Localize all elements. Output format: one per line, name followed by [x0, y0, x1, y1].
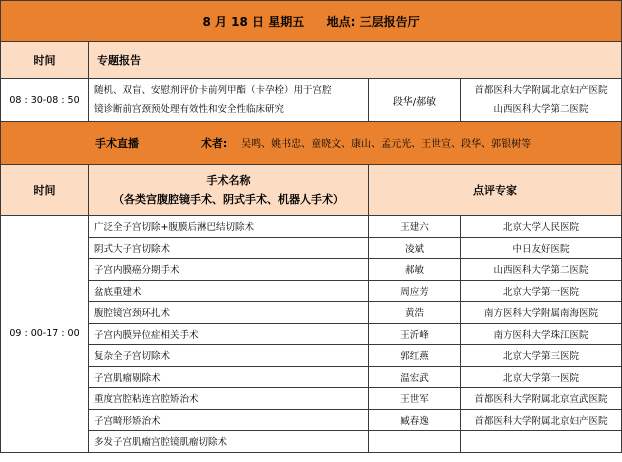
reviewer-name: 郭红燕 — [369, 345, 461, 367]
surgery-name: 阴式大子宫切除术 — [89, 237, 369, 259]
surgery-name-header-line1: 手术名称 — [206, 174, 251, 187]
reviewer-institution: 中日友好医院 — [461, 237, 622, 259]
reviewer-institution: 北京大学第一医院 — [461, 280, 622, 302]
talk-speakers: 段华/郝敏 — [369, 79, 461, 122]
reviewer-name: 凌斌 — [369, 237, 461, 259]
reviewer-institution: 北京大学第三医院 — [461, 345, 622, 367]
reviewer-name: 周应芳 — [369, 280, 461, 302]
table-row — [1, 323, 622, 345]
reviewer-name: 王世军 — [369, 388, 461, 410]
reviewer-institution: 北京大学人民医院 — [461, 216, 622, 238]
reviewer-institution: 山西医科大学第二医院 — [461, 259, 622, 281]
table-row — [1, 409, 622, 431]
date-text: 8 月 18 日 星期五 — [202, 14, 305, 29]
table-row — [1, 345, 622, 367]
reviewer-name — [369, 431, 461, 453]
surgery-name: 广泛全子宫切除+腹膜后淋巴结切除术 — [89, 216, 369, 238]
reviewer-name: 王建六 — [369, 216, 461, 238]
talk-institution-line1: 首都医科大学附属北京妇产医院 — [474, 85, 608, 96]
surgery-name: 子宫内膜癌分期手术 — [89, 259, 369, 281]
surgery-name: 盆底重建术 — [89, 280, 369, 302]
expert-header: 点评专家 — [369, 165, 622, 216]
table-row — [1, 302, 622, 324]
table-row — [1, 216, 622, 238]
topic-header-row — [1, 42, 622, 79]
talk-title — [89, 79, 369, 122]
surgery-time-header: 时间 — [1, 165, 89, 216]
reviewer-institution: 首都医科大学附属北京妇产医院 — [461, 409, 622, 431]
reviewer-institution: 首都医科大学附属北京宣武医院 — [461, 388, 622, 410]
talk-institution — [461, 79, 622, 122]
surgeons-list: 吴鸣、姚书忠、童晓文、康山、孟元光、王世宣、段华、郭银树等 — [241, 139, 532, 150]
talk-row — [1, 79, 622, 122]
reviewer-institution: 南方医科大学珠江医院 — [461, 323, 622, 345]
reviewer-name: 臧春逸 — [369, 409, 461, 431]
time-column-header: 时间 — [1, 42, 89, 79]
surgery-name: 子宫内膜异位症相关手术 — [89, 323, 369, 345]
reviewer-institution: 南方医科大学附属南海医院 — [461, 302, 622, 324]
talk-time: 08 : 30-08 : 50 — [1, 79, 89, 122]
reviewer-institution — [461, 431, 622, 453]
surgery-name-header-line2: （各类宫腹腔镜手术、阴式手术、机器人手术） — [113, 193, 344, 206]
live-surgery-label: 手术直播 — [95, 137, 139, 150]
reviewer-institution: 北京大学第一医院 — [461, 366, 622, 388]
location-value: 三层报告厅 — [359, 14, 420, 29]
surgery-name: 子宫畸形矫治术 — [89, 409, 369, 431]
surgery-name: 腹腔镜宫颈环扎术 — [89, 302, 369, 324]
surgery-name: 多发子宫肌瘤宫腔镜肌瘤切除术 — [89, 431, 369, 453]
surgery-name-header — [89, 165, 369, 216]
table-row — [1, 431, 622, 453]
talk-title-line2: 镜诊断前宫颈预处理有效性和安全性临床研究 — [94, 104, 285, 115]
table-row — [1, 280, 622, 302]
live-surgery-row — [1, 122, 622, 165]
reviewer-name: 温宏武 — [369, 366, 461, 388]
session-time: 09 : 00-17 : 00 — [1, 216, 89, 453]
table-row — [1, 388, 622, 410]
reviewer-name: 郝敏 — [369, 259, 461, 281]
surgeons-label: 术者: — [200, 137, 228, 150]
table-row — [1, 366, 622, 388]
surgery-name: 子宫肌瘤剔除术 — [89, 366, 369, 388]
reviewer-name: 王沂峰 — [369, 323, 461, 345]
surgery-name: 重度宫腔粘连宫腔矫治术 — [89, 388, 369, 410]
topic-column-header: 专题报告 — [89, 42, 622, 79]
talk-institution-line2: 山西医科大学第二医院 — [493, 104, 589, 115]
reviewer-name: 黄浩 — [369, 302, 461, 324]
surgery-name: 复杂全子宫切除术 — [89, 345, 369, 367]
surgery-header-row — [1, 165, 622, 216]
title-row — [1, 1, 622, 42]
table-row — [1, 259, 622, 281]
day-header — [1, 1, 622, 42]
live-surgery-banner — [1, 122, 622, 165]
talk-title-line1: 随机、双盲、安慰剂评价卡前列甲酯（卡孕栓）用于宫腔 — [94, 85, 332, 96]
location-label: 地点: — [326, 14, 356, 29]
table-row — [1, 237, 622, 259]
